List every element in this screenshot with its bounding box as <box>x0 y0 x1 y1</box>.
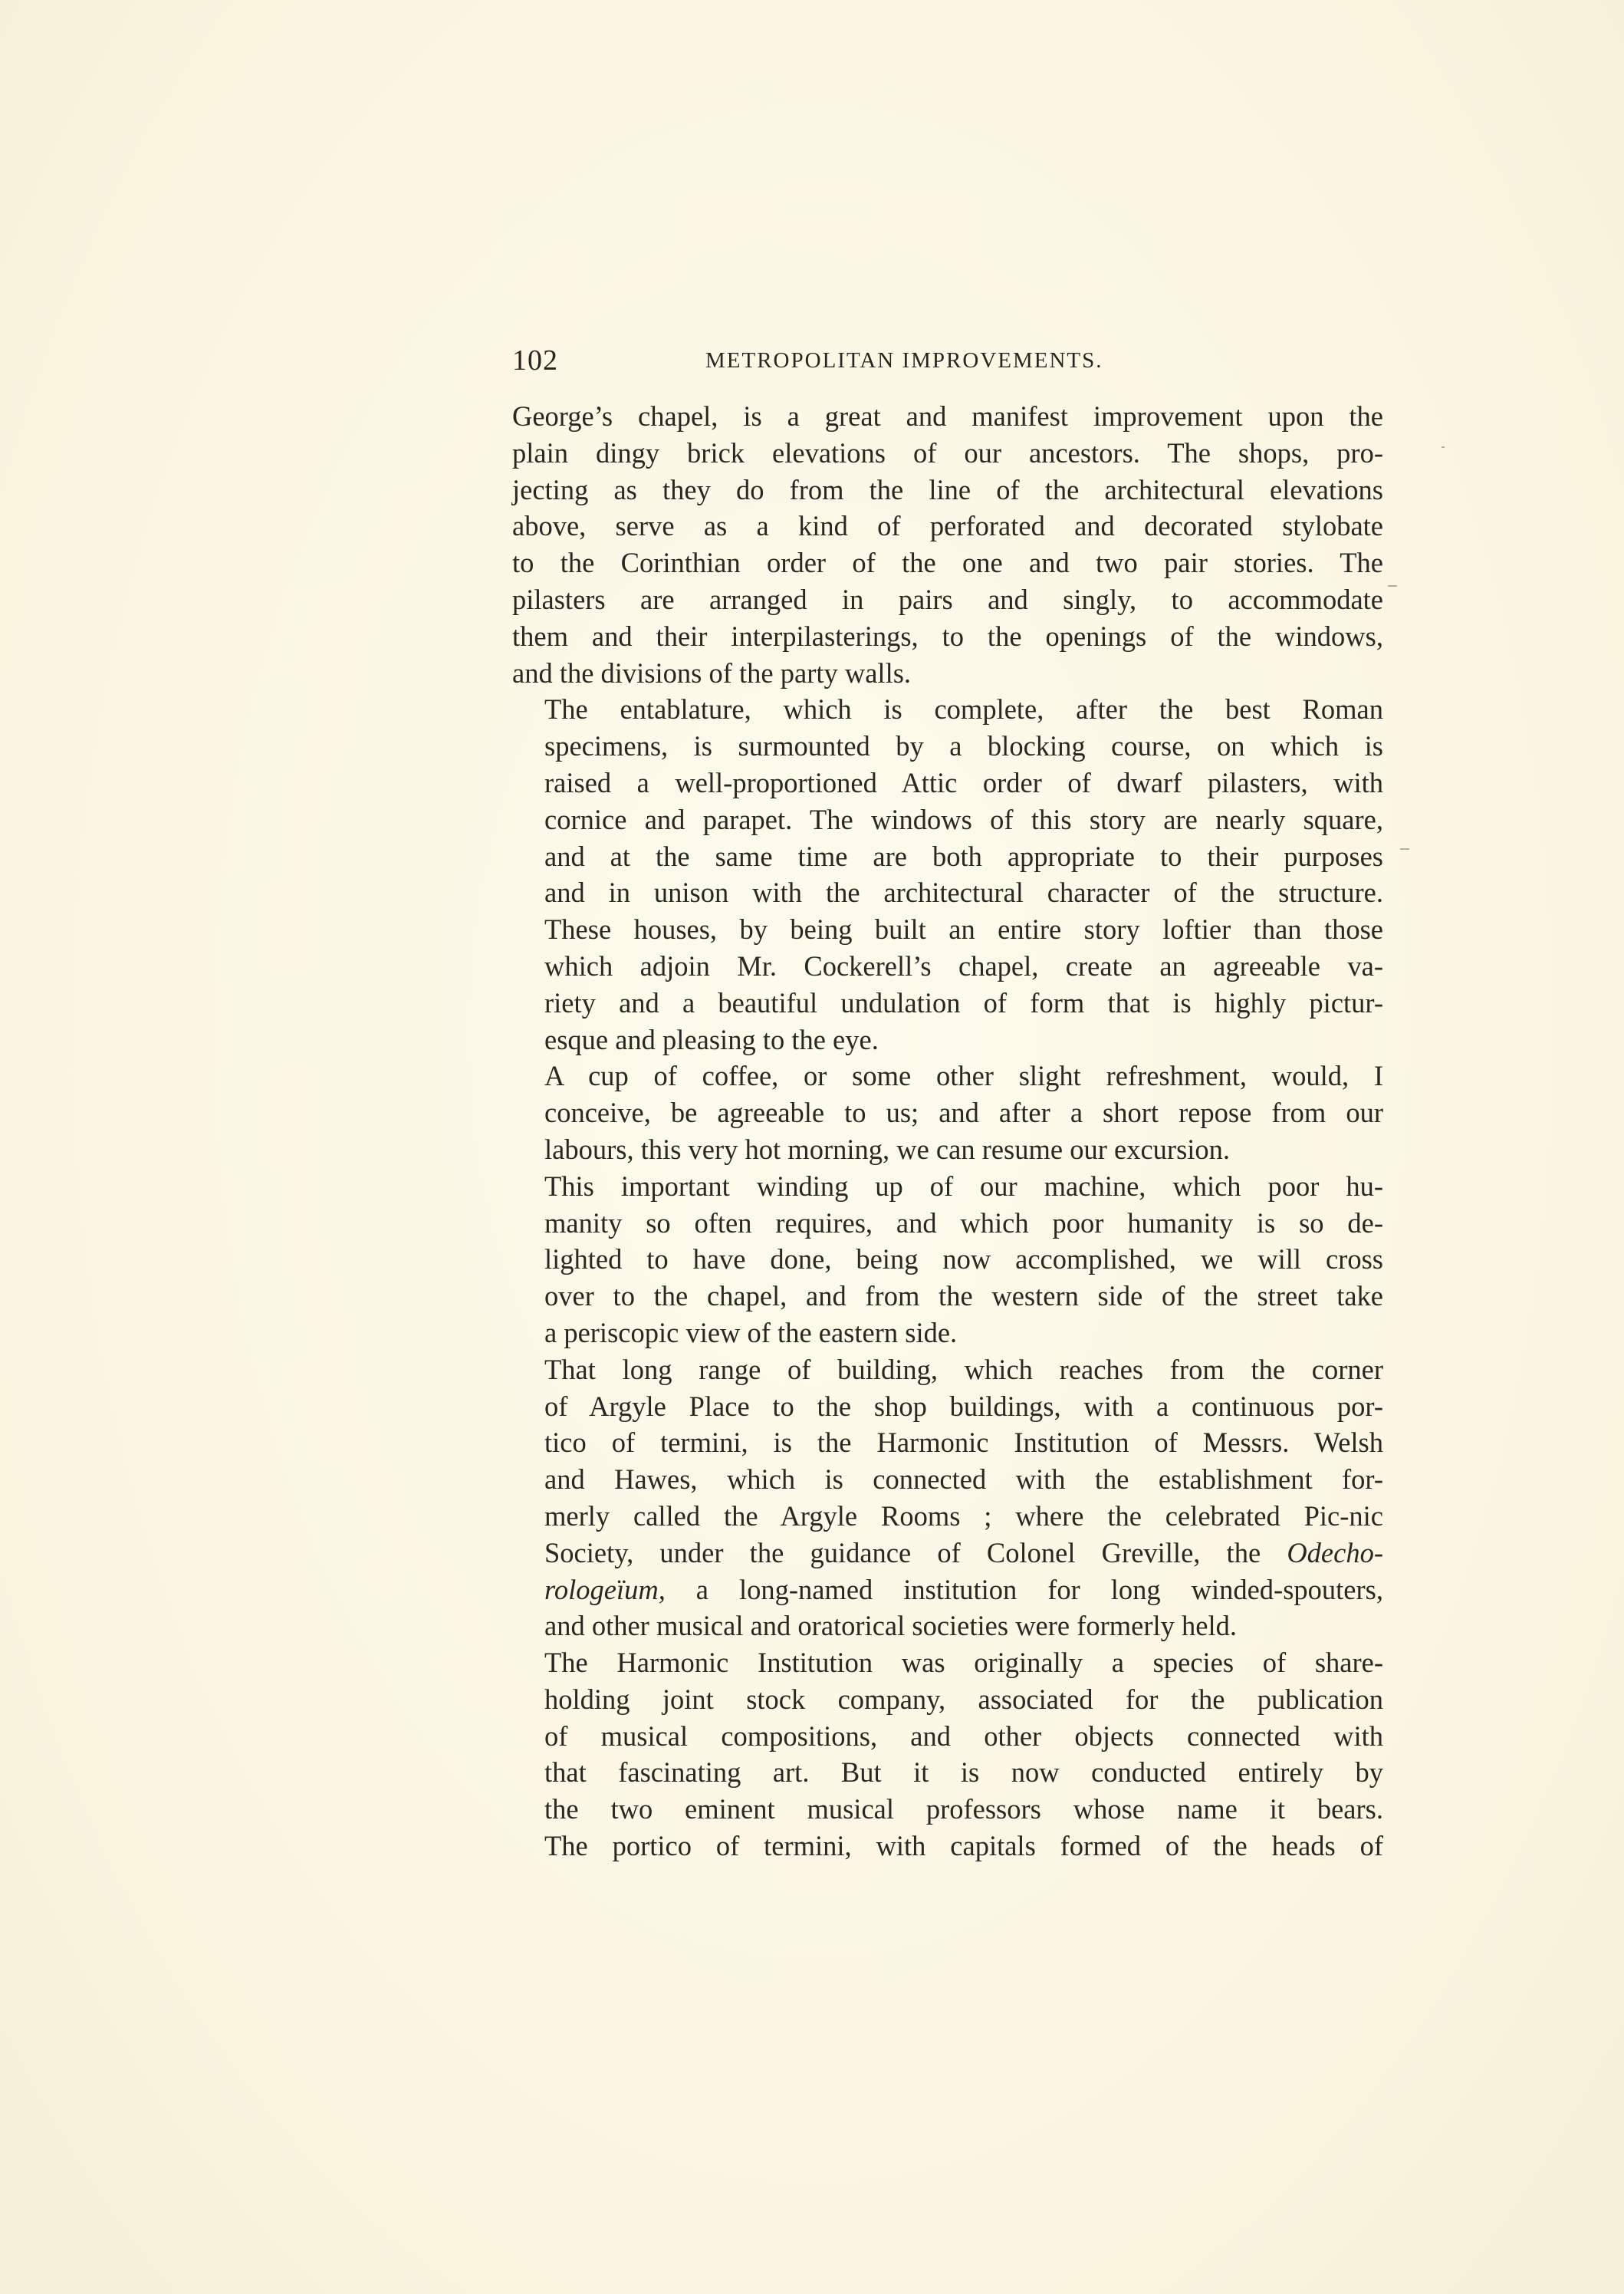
text-line: That long range of building, which reaches from the corner <box>544 1353 1383 1385</box>
text-line: plain dingy brick elevations of our ancestors. The shops, pro- <box>512 436 1383 469</box>
text-line: and the divisions of the party walls. <box>512 657 912 689</box>
speck-mark <box>1388 585 1397 587</box>
text-line: raised a well-proportioned Attic order of dwarf pilasters, with <box>544 766 1383 798</box>
paragraph-4 <box>512 1168 1383 1351</box>
text-line: over to the chapel, and from the western side of the street take <box>544 1280 1383 1312</box>
text-line: lighted to have done, being now accomplished, we will cross <box>544 1243 1383 1275</box>
text-line: and Hawes, which is connected with the establishment for- <box>544 1463 1383 1496</box>
text-line: tico of termini, is the Harmonic Institution of Messrs. Welsh <box>544 1427 1383 1459</box>
paragraph-6 <box>512 1644 1383 1864</box>
text-line: to the Corinthian order of the one and two pair stories. The <box>512 547 1383 579</box>
running-head <box>512 344 1386 390</box>
italic-term: rologeïum, <box>544 1573 666 1605</box>
text-line: manity so often requires, and which poor humanity is so de- <box>544 1206 1383 1239</box>
text-line: specimens, is surmounted by a blocking course, on which is <box>544 730 1383 762</box>
text-line: rologeïum, a long-named institution for long winded-spouters, <box>544 1573 1383 1605</box>
text-line: Society, under the guidance of Colonel Greville, the Odecho- <box>544 1536 1383 1568</box>
paragraph-1 <box>512 398 1383 691</box>
text-line: and at the same time are both appropriate to their purposes <box>544 840 1383 872</box>
speck-mark <box>1400 848 1409 850</box>
text-line: This important winding up of our machine, which poor hu- <box>544 1170 1383 1202</box>
text-line: A cup of coffee, or some other slight refreshment, would, I <box>544 1060 1383 1092</box>
body-text <box>512 398 1383 1864</box>
page-number: 102 <box>512 344 558 377</box>
text-line: and in unison with the architectural character of the structure. <box>544 877 1383 909</box>
italic-term: Odecho- <box>1287 1536 1383 1568</box>
text-line: jecting as they do from the line of the architectural elevations <box>512 473 1383 505</box>
text-line: merly called the Argyle Rooms ; where the celebrated Pic-nic <box>544 1499 1383 1532</box>
text-line: The portico of termini, with capitals formed of the heads of <box>544 1830 1383 1862</box>
text-line: labours, this very hot morning, we can resume our excursion. <box>544 1133 1231 1165</box>
text-line: cornice and parapet. The windows of this story are nearly square, <box>544 803 1383 835</box>
text-line: above, serve as a kind of perforated and decorated stylobate <box>512 510 1383 542</box>
text-line: George’s chapel, is a great and manifest improvement upon the <box>512 400 1383 432</box>
text-line: holding joint stock company, associated for the publication <box>544 1683 1383 1715</box>
text-line: them and their interpilasterings, to the openings of the windows, <box>512 620 1383 652</box>
text-line: The entablature, which is complete, after the best Roman <box>544 693 1383 726</box>
running-title: METROPOLITAN IMPROVEMENTS. <box>705 348 1103 373</box>
text-line: the two eminent musical professors whose name it bears. <box>544 1793 1383 1825</box>
text-line: The Harmonic Institution was originally a species of share- <box>544 1647 1383 1679</box>
text-line: that fascinating art. But it is now conducted entirely by <box>544 1756 1383 1789</box>
text-line: riety and a beautiful undulation of form that is highly pictur- <box>544 986 1383 1019</box>
text-line: of Argyle Place to the shop buildings, with a continuous por- <box>544 1390 1383 1422</box>
text-line: which adjoin Mr. Cockerell’s chapel, create an agreeable va- <box>544 950 1383 982</box>
paragraph-2 <box>512 691 1383 1058</box>
paragraph-5 <box>512 1351 1383 1644</box>
text-line: of musical compositions, and other objects connected with <box>544 1720 1383 1752</box>
text-line: These houses, by being built an entire story loftier than those <box>544 913 1383 946</box>
text-line: esque and pleasing to the eye. <box>544 1023 879 1055</box>
text-line: a periscopic view of the eastern side. <box>544 1316 958 1348</box>
paragraph-3 <box>512 1058 1383 1167</box>
speck-mark <box>1442 446 1445 448</box>
text-line: pilasters are arranged in pairs and singly, to accommodate <box>512 583 1383 615</box>
text-line: and other musical and oratorical societies were formerly held. <box>544 1610 1238 1642</box>
text-line: conceive, be agreeable to us; and after a short repose from our <box>544 1097 1383 1129</box>
